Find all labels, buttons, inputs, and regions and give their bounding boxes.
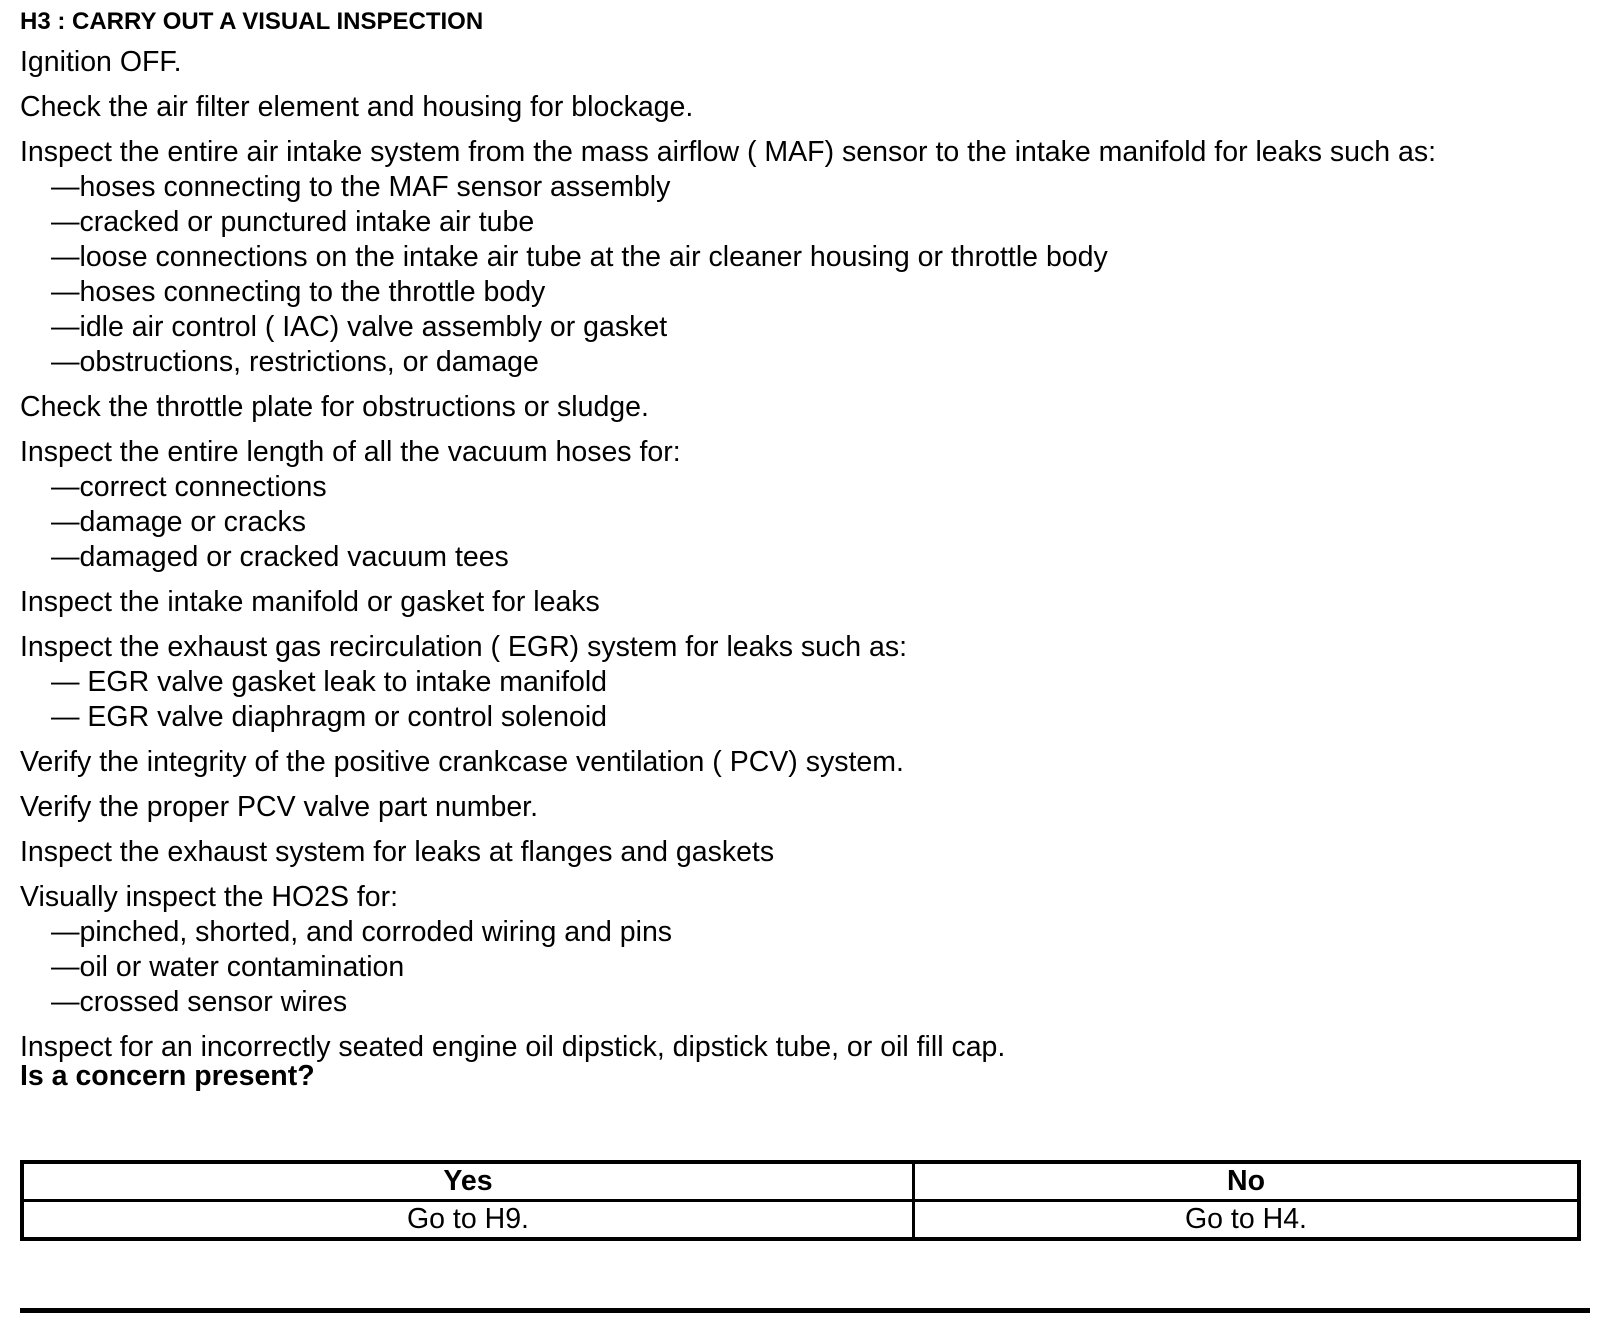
step-ho2s-inspection — [20, 880, 1590, 1020]
list-item: —idle air control ( IAC) valve assembly or gasket — [51, 311, 668, 343]
no-header: No — [914, 1162, 1580, 1201]
yes-action-cell: Go to H9. — [22, 1201, 914, 1240]
table-header-row — [22, 1162, 1579, 1201]
step-heading: H3 : CARRY OUT A VISUAL INSPECTION — [20, 8, 484, 35]
step-text: Inspect the intake manifold or gasket for leaks — [20, 586, 600, 618]
list-item: — EGR valve gasket leak to intake manifold — [51, 666, 608, 698]
list-item: —obstructions, restrictions, or damage — [51, 346, 539, 378]
step-text: Inspect the exhaust system for leaks at flanges and gaskets — [20, 836, 775, 868]
list-item: — EGR valve diaphragm or control solenoid — [51, 701, 608, 733]
list-item: —damage or cracks — [51, 506, 307, 538]
list-item: —hoses connecting to the throttle body — [51, 276, 546, 308]
step-ignition-off — [20, 45, 1590, 80]
step-text: Inspect the entire air intake system from the mass airflow ( MAF) sensor to the intake manifold for leaks such as: — [20, 136, 1437, 168]
step-text: Check the air filter element and housing for blockage. — [20, 91, 694, 123]
answer-table — [20, 1160, 1581, 1241]
table-row — [22, 1201, 1579, 1240]
step-text: Check the throttle plate for obstructions or sludge. — [20, 391, 649, 423]
step-text: Verify the integrity of the positive crankcase ventilation ( PCV) system. — [20, 746, 904, 778]
step-pcv-part-number — [20, 790, 1590, 825]
step-text: Inspect for an incorrectly seated engine oil dipstick, dipstick tube, or oil fill cap. — [20, 1031, 1006, 1063]
step-throttle-plate — [20, 390, 1590, 425]
step-text: Inspect the entire length of all the vacuum hoses for: — [20, 436, 681, 468]
step-intake-manifold — [20, 585, 1590, 620]
step-air-intake-system — [20, 135, 1590, 380]
list-item: —cracked or punctured intake air tube — [51, 206, 535, 238]
concern-question: Is a concern present? — [20, 1060, 315, 1092]
step-air-filter — [20, 90, 1590, 125]
inspection-steps — [20, 45, 1590, 1075]
step-pcv-integrity — [20, 745, 1590, 780]
list-item: —pinched, shorted, and corroded wiring and pins — [51, 916, 673, 948]
list-item: —damaged or cracked vacuum tees — [51, 541, 509, 573]
step-exhaust-leaks — [20, 835, 1590, 870]
step-text: Ignition OFF. — [20, 46, 182, 78]
list-item: —correct connections — [51, 471, 327, 503]
list-item: —loose connections on the intake air tube at the air cleaner housing or throttle body — [51, 241, 1108, 273]
step-egr-system — [20, 630, 1590, 735]
list-item: —hoses connecting to the MAF sensor assembly — [51, 171, 671, 203]
step-text: Inspect the exhaust gas recirculation ( EGR) system for leaks such as: — [20, 631, 908, 663]
yes-header: Yes — [22, 1162, 914, 1201]
list-item: —oil or water contamination — [51, 951, 405, 983]
step-text: Visually inspect the HO2S for: — [20, 881, 399, 913]
bottom-divider — [20, 1308, 1590, 1313]
step-text: Verify the proper PCV valve part number. — [20, 791, 539, 823]
list-item: —crossed sensor wires — [51, 986, 348, 1018]
no-action-cell: Go to H4. — [914, 1201, 1580, 1240]
step-vacuum-hoses — [20, 435, 1590, 575]
